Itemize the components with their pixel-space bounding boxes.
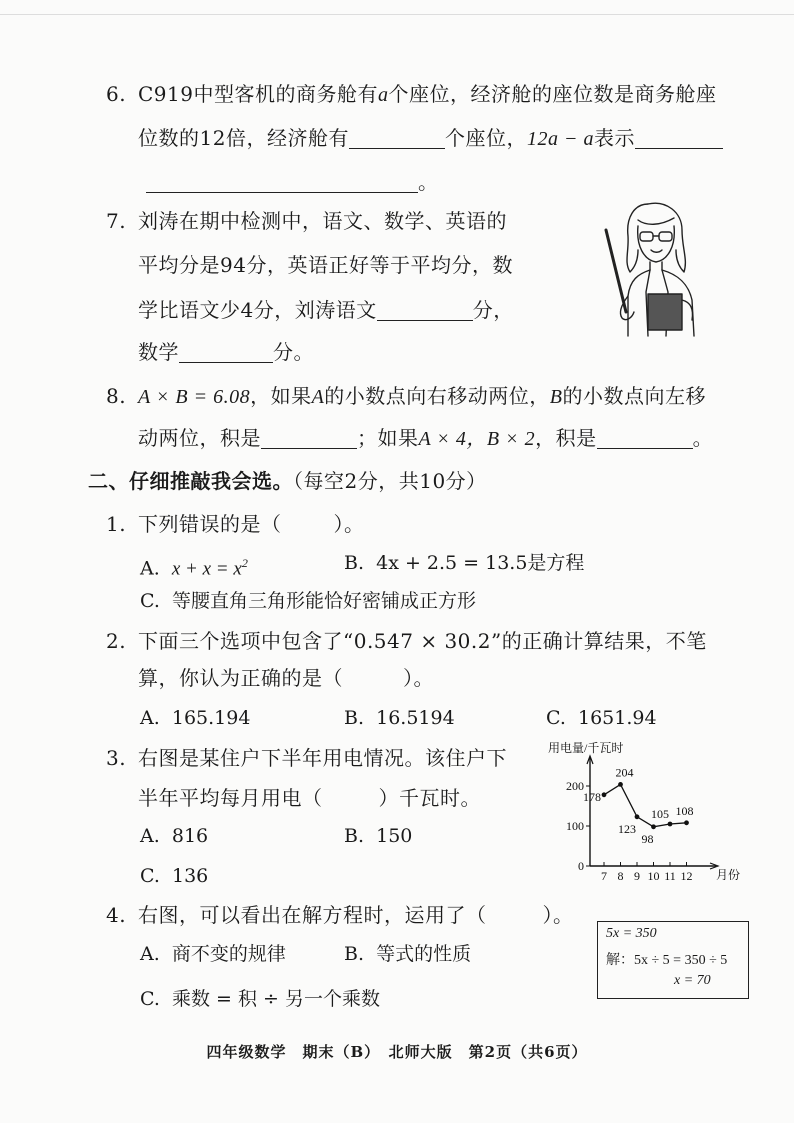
q7-text-3b: 分，: [472, 298, 514, 322]
chart-y-tick-label: 100: [566, 819, 584, 833]
q8-line-1: [106, 382, 706, 411]
q7-line-1: [106, 207, 507, 235]
c2-option-c-text: 1651.94: [578, 707, 657, 729]
c1-option-a-text: x + x = x: [171, 558, 242, 580]
chart-x-tick-label: 10: [647, 869, 660, 883]
page-footer: 四年级数学 期末（B） 北师大版 第2页（共6页）: [206, 1043, 588, 1061]
c4-option-a-text: 商不变的规律: [171, 943, 286, 965]
q8-end: 。: [692, 426, 714, 450]
c3-line-2: [138, 784, 481, 812]
c2-line-2: [138, 664, 434, 692]
q6-blank-meaning-cont[interactable]: [146, 170, 418, 193]
c2-option-c[interactable]: [546, 705, 657, 731]
c2-option-b[interactable]: [344, 705, 455, 731]
c3-line-1: [106, 744, 507, 772]
q8-text-2d: ，积是: [535, 426, 597, 450]
c3-option-b[interactable]: [344, 823, 412, 849]
chart-x-tick-label: 9: [634, 869, 640, 883]
chart-data-label: 178: [583, 789, 601, 804]
c3-option-c[interactable]: [140, 863, 208, 889]
chart-y-axis-label: 用电量/千瓦时: [548, 741, 624, 755]
c1-option-b-text: 4x + 2.5 = 13.5是方程: [376, 552, 585, 574]
q8-text-2b: ；如果: [357, 426, 419, 450]
box-step: 解：5x ÷ 5 = 350 ÷ 5: [606, 953, 728, 968]
q6-line-2: [138, 124, 723, 153]
c1-option-c-text: 等腰直角三角形能恰好密铺成正方形: [172, 590, 477, 612]
q6-blank-seats[interactable]: [349, 126, 445, 149]
q6-text-2a: 位数的12倍，经济舱有: [138, 126, 349, 150]
box-equation: 5x = 350: [606, 926, 657, 941]
chart-data-point: [668, 822, 673, 827]
c2-text-2b: ）。: [403, 666, 434, 690]
c4-line-1: [106, 901, 574, 929]
c2-text-2a: 算，你认为正确的是（: [138, 666, 343, 690]
section-2-title: 二、仔细推敲我会选。: [88, 469, 293, 493]
q6-text-2b: 个座位，: [444, 126, 527, 150]
q8-var-b: B: [549, 386, 563, 408]
c4-option-c[interactable]: [140, 986, 380, 1012]
electricity-line-chart: [540, 736, 750, 886]
q7-text-1: 刘涛在期中检测中，语文、数学、英语的: [138, 209, 507, 233]
c1-option-a-label: A.: [140, 557, 160, 580]
chart-data-label: 108: [675, 803, 694, 818]
chart-data-point: [602, 792, 607, 797]
c4-option-b-text: 等式的性质: [376, 943, 472, 965]
q6-expression: 12a − a: [526, 128, 594, 150]
c1-stem-end: ）。: [333, 512, 365, 536]
q8-var-a: A: [311, 386, 325, 408]
q8-text-1f: 的小数点向左移: [562, 384, 707, 408]
c2-option-b-label: B.: [344, 707, 365, 729]
q6-text-1b: 个座位，经济舱的座位数是商务舱座: [388, 82, 717, 106]
c4-option-c-text: 乘数 = 积 ÷ 另一个乘数: [172, 988, 380, 1010]
pointer-stick: [606, 230, 626, 312]
q8-blank-product-1[interactable]: [261, 426, 357, 449]
c2-text-1: 下面三个选项中包含了“0.547 × 30.2”的正确计算结果，不笔: [138, 629, 707, 653]
c4-text-1b: ）。: [542, 903, 574, 927]
chart-y-tick-label: 200: [566, 779, 584, 793]
c3-option-c-label: C.: [140, 865, 160, 887]
equation-solution-box: [597, 921, 749, 999]
chart-series-line: [604, 784, 687, 826]
c2-option-a-text: 165.194: [171, 707, 251, 729]
glasses-left: [640, 232, 653, 241]
c2-option-b-text: 16.5194: [376, 707, 455, 729]
q6-line-1: [106, 80, 716, 109]
box-result: x = 70: [674, 973, 711, 988]
q6-text-1: C919中型客机的商务舱有: [138, 82, 378, 106]
q8-equation: A × B = 6.08: [138, 386, 251, 408]
q6-number: 6.: [106, 82, 127, 106]
q7-line-2: 平均分是94分，英语正好等于平均分，数: [138, 253, 513, 277]
book: [648, 294, 682, 330]
q6-text-2c: 表示: [593, 126, 635, 150]
c1-option-c[interactable]: [140, 588, 476, 614]
c3-text-1: 右图是某住户下半年用电情况。该住户下: [138, 746, 507, 770]
c1-option-a-sup: 2: [241, 556, 248, 570]
chart-x-tick-label: 7: [601, 869, 607, 883]
c4-option-c-label: C.: [140, 988, 160, 1010]
q8-line-2: [138, 424, 713, 453]
c3-option-c-text: 136: [172, 865, 209, 887]
c1-stem: [106, 510, 365, 538]
chart-data-label: 105: [651, 807, 669, 821]
chart-y-tick-label: 0: [578, 859, 584, 873]
c1-option-b[interactable]: [344, 550, 584, 576]
q7-text-4a: 数学: [138, 340, 179, 364]
q6-var-a: a: [377, 84, 389, 106]
c4-option-b-label: B.: [344, 943, 365, 965]
chart-x-tick-label: 12: [680, 869, 693, 883]
chart-data-point: [635, 814, 640, 819]
glasses-right: [659, 232, 672, 241]
chart-data-label: 123: [618, 821, 636, 836]
c4-option-a-label: A.: [140, 943, 160, 965]
q8-blank-product-2[interactable]: [597, 426, 693, 449]
c3-option-b-text: 150: [376, 825, 413, 847]
chart-x-axis-label: 月份: [716, 868, 741, 882]
c1-option-b-label: B.: [344, 552, 365, 574]
c4-option-a[interactable]: [140, 941, 286, 967]
q7-line-3: [138, 296, 514, 324]
c4-number: 4.: [106, 903, 127, 927]
q6-blank-meaning[interactable]: [635, 126, 723, 149]
q6-end: 。: [418, 170, 439, 194]
c2-option-c-label: C.: [546, 707, 566, 729]
q6-line-3: [146, 168, 439, 196]
c2-option-a[interactable]: [140, 705, 250, 731]
q7-text-4b: 分。: [273, 340, 314, 364]
chart-data-point: [618, 782, 623, 787]
chart-x-tick-label: 8: [617, 869, 624, 883]
c3-option-a-label: A.: [140, 825, 160, 847]
c1-option-c-label: C.: [140, 590, 160, 612]
c4-text-1a: 右图，可以看出在解方程时，运用了（: [138, 903, 487, 927]
c3-text-2b: ）千瓦时。: [378, 786, 481, 810]
q7-text-3a: 学比语文少4分，刘涛语文: [138, 298, 377, 322]
c1-option-a[interactable]: [140, 550, 248, 582]
q7-blank-math[interactable]: [179, 340, 273, 363]
chart-x-tick-label: 11: [664, 869, 676, 883]
c3-text-2a: 半年平均每月用电（: [138, 786, 323, 810]
q8-text-2a: 动两位，积是: [138, 426, 261, 450]
c2-option-a-label: A.: [140, 707, 160, 729]
q7-number: 7.: [106, 209, 127, 233]
c3-number: 3.: [106, 746, 127, 770]
c3-option-a-text: 816: [171, 825, 209, 847]
q8-text-1b: ，如果: [250, 384, 312, 408]
c1-stem-text: 下列错误的是（: [138, 512, 282, 536]
teacher-illustration: [604, 196, 722, 346]
c3-option-a[interactable]: [140, 823, 208, 849]
c1-number: 1.: [106, 512, 127, 536]
q8-number: 8.: [106, 384, 127, 408]
q7-blank-chinese[interactable]: [377, 298, 473, 321]
q8-expression: A × 4，B × 2: [418, 428, 536, 450]
c3-option-b-label: B.: [344, 825, 365, 847]
chart-data-point: [651, 824, 656, 829]
q7-line-4: [138, 338, 314, 366]
c2-number: 2.: [106, 629, 127, 653]
c2-line-1: [106, 627, 707, 655]
c4-option-b[interactable]: [344, 941, 471, 967]
chart-series: [583, 765, 694, 845]
chart-data-point: [684, 820, 689, 825]
chart-data-label: 98: [641, 831, 654, 846]
section-2-header: [88, 467, 487, 495]
scan-edge: [0, 14, 794, 15]
section-2-note: （每空2分，共10分）: [293, 469, 487, 493]
q8-text-1d: 的小数点向右移动两位，: [324, 384, 550, 408]
chart-data-label: 204: [615, 765, 634, 780]
